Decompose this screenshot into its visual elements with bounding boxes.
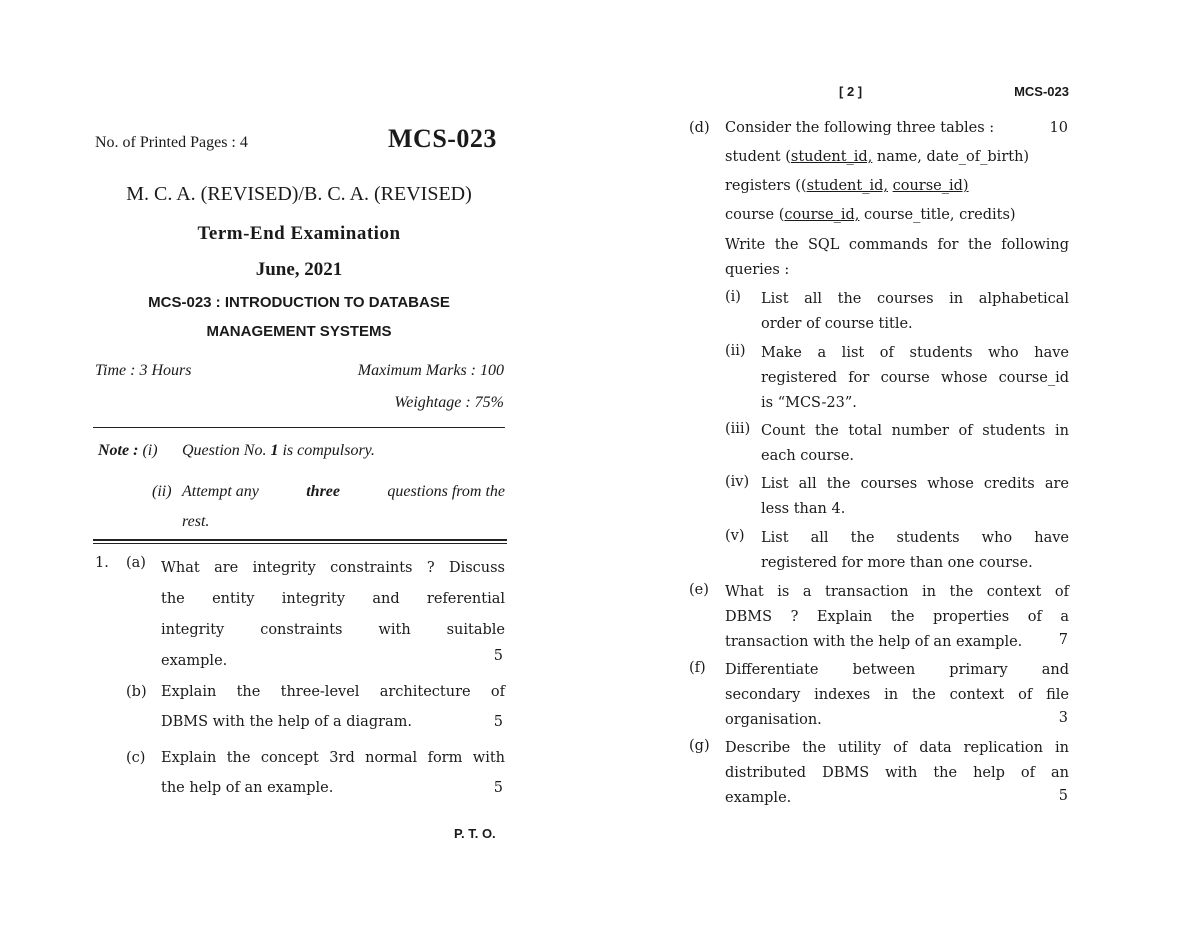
table-student: student (student_id, name, date_of_birth) — [725, 149, 1030, 165]
double-rule-top — [93, 539, 507, 541]
qg-marks: 5 — [1058, 788, 1068, 804]
qe-text: What is a transaction in the context of DBMS ? Explain the properties of a transaction with the help of an example. — [725, 584, 1069, 650]
note: Note : (i) — [98, 442, 158, 459]
q1a-text: What are integrity constraints ? Discuss the entity integrity and referential integrity constraints with suitable example. — [161, 560, 505, 669]
sub-ii-label: (ii) — [725, 343, 746, 359]
qd-instruction: Write the SQL commands for the following queries : — [725, 237, 1069, 278]
programme-title: M. C. A. (REVISED)/B. C. A. (REVISED) — [126, 183, 472, 205]
q1b-label: (b) — [126, 684, 147, 700]
printed-pages: No. of Printed Pages : 4 — [95, 134, 248, 151]
q1b-text: Explain the three-level architecture of DBMS with the help of a diagram. — [161, 684, 505, 730]
sub-iii-text: Count the total number of students in each course. — [761, 423, 1069, 464]
q1c-label: (c) — [126, 750, 146, 766]
sub-v-text: List all the students who have registered for more than one course. — [761, 530, 1069, 571]
qd-label: (d) — [689, 120, 710, 136]
qf-text: Differentiate between primary and secondary indexes in the context of file organisation. — [725, 662, 1069, 728]
qg-text: Describe the utility of data replication in distributed DBMS with the help of an example. — [725, 740, 1069, 806]
note-ii-num: (ii) — [152, 483, 172, 500]
weightage: Weightage : 75% — [394, 394, 504, 411]
table-registers: registers ((student_id, course_id) — [725, 178, 969, 194]
exam-time: Time : 3 Hours — [95, 362, 192, 379]
course-title-line2: MANAGEMENT SYSTEMS — [206, 323, 392, 340]
course-code: MCS-023 — [388, 124, 497, 153]
double-rule-bottom — [93, 543, 507, 544]
sub-ii-text: Make a list of students who have registered for course whose course_id is “MCS-23”. — [761, 345, 1069, 411]
sub-v-label: (v) — [725, 528, 745, 544]
exam-title: Term-End Examination — [197, 223, 401, 244]
qd-marks: 10 — [1049, 120, 1068, 136]
q1c-marks: 5 — [493, 780, 503, 796]
exam-date: June, 2021 — [255, 259, 343, 280]
qe-marks: 7 — [1058, 632, 1068, 648]
page-number: [ 2 ] — [839, 84, 863, 99]
max-marks: Maximum Marks : 100 — [357, 362, 504, 379]
sub-iv-text: List all the courses whose credits are less than 4. — [761, 476, 1069, 517]
q1c-text: Explain the concept 3rd normal form with the help of an example. — [161, 750, 505, 796]
table-course: course (course_id, course_title, credits) — [725, 207, 1016, 223]
qd-intro: Consider the following three tables : — [725, 120, 995, 136]
note-i: Question No. 1 is compulsory. — [182, 442, 375, 459]
note-ii-end: rest. — [182, 513, 210, 530]
note-ii: Attempt any three questions from the — [182, 483, 505, 500]
divider — [93, 427, 505, 428]
qg-label: (g) — [689, 738, 710, 754]
header-code: MCS-023 — [1014, 84, 1069, 99]
q1a-marks: 5 — [493, 648, 503, 664]
q1a-label: (a) — [126, 555, 146, 571]
sub-i-label: (i) — [725, 289, 741, 305]
qf-label: (f) — [689, 660, 706, 676]
sub-iv-label: (iv) — [725, 474, 750, 490]
sub-iii-label: (iii) — [725, 421, 751, 437]
q1-number: 1. — [95, 555, 109, 571]
qf-marks: 3 — [1058, 710, 1068, 726]
qe-label: (e) — [689, 582, 709, 598]
course-title-line1: MCS-023 : INTRODUCTION TO DATABASE — [148, 294, 450, 311]
sub-i-text: List all the courses in alphabetical order of course title. — [761, 291, 1069, 332]
q1b-marks: 5 — [493, 714, 503, 730]
pto: P. T. O. — [454, 826, 496, 841]
